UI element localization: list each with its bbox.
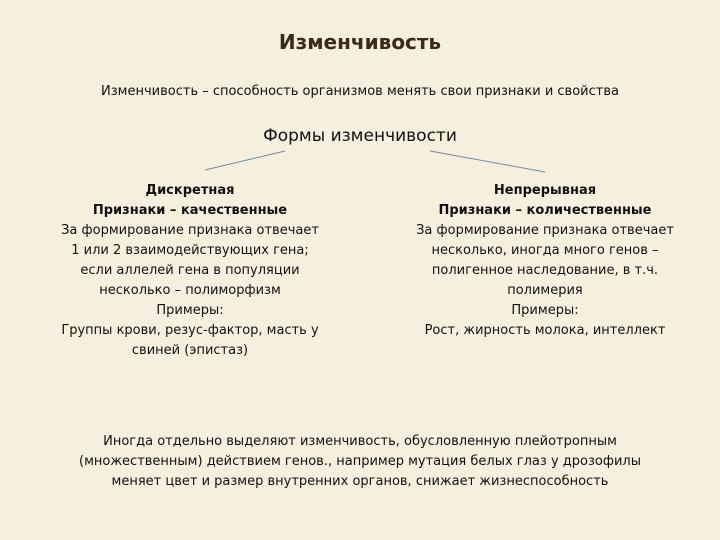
definition-text: Изменчивость – способность организмов менять свои признаки и свойства bbox=[101, 84, 619, 99]
discrete-example-line: свиней (эпистаз) bbox=[131, 343, 249, 358]
continuous-traits-kind: Признаки – количественные bbox=[438, 203, 652, 218]
discrete-examples-label: Примеры: bbox=[156, 303, 224, 318]
discrete-example-line: Группы крови, резус-фактор, масть у bbox=[61, 323, 319, 338]
pleiotropy-note bbox=[30, 432, 690, 492]
discrete-form-column bbox=[35, 181, 345, 361]
note-line: Иногда отдельно выделяют изменчивость, обусловленную плейотропным bbox=[103, 434, 617, 449]
continuous-form-title: Непрерывная bbox=[493, 183, 597, 198]
continuous-description-line: несколько, иногда много генов – bbox=[431, 243, 659, 258]
note-line: (множественным) действием генов., например мутация белых глаз у дрозофилы bbox=[79, 454, 641, 469]
note-line: меняет цвет и размер внутренних органов, снижает жизнеспособность bbox=[111, 474, 609, 489]
discrete-description-line: 1 или 2 взаимодействующих гена; bbox=[71, 243, 309, 258]
continuous-examples-label: Примеры: bbox=[511, 303, 579, 318]
left-branch-line bbox=[205, 151, 285, 170]
continuous-form-column bbox=[390, 181, 700, 341]
forms-heading: Формы изменчивости bbox=[263, 126, 457, 146]
discrete-description-line: если аллелей гена в популяции bbox=[80, 263, 300, 278]
continuous-description-line: полигенное наследование, в т.ч. bbox=[431, 263, 659, 278]
discrete-form-title: Дискретная bbox=[145, 183, 235, 198]
page-title: Изменчивость bbox=[278, 30, 442, 54]
continuous-description-line: полимерия bbox=[507, 283, 583, 298]
continuous-example-line: Рост, жирность молока, интеллект bbox=[424, 323, 666, 338]
right-branch-line bbox=[430, 151, 545, 172]
discrete-traits-kind: Признаки – качественные bbox=[92, 203, 288, 218]
discrete-description-line: За формирование признака отвечает bbox=[61, 223, 319, 238]
discrete-description-line: несколько – полиморфизм bbox=[99, 283, 281, 298]
continuous-description-line: За формирование признака отвечает bbox=[416, 223, 674, 238]
